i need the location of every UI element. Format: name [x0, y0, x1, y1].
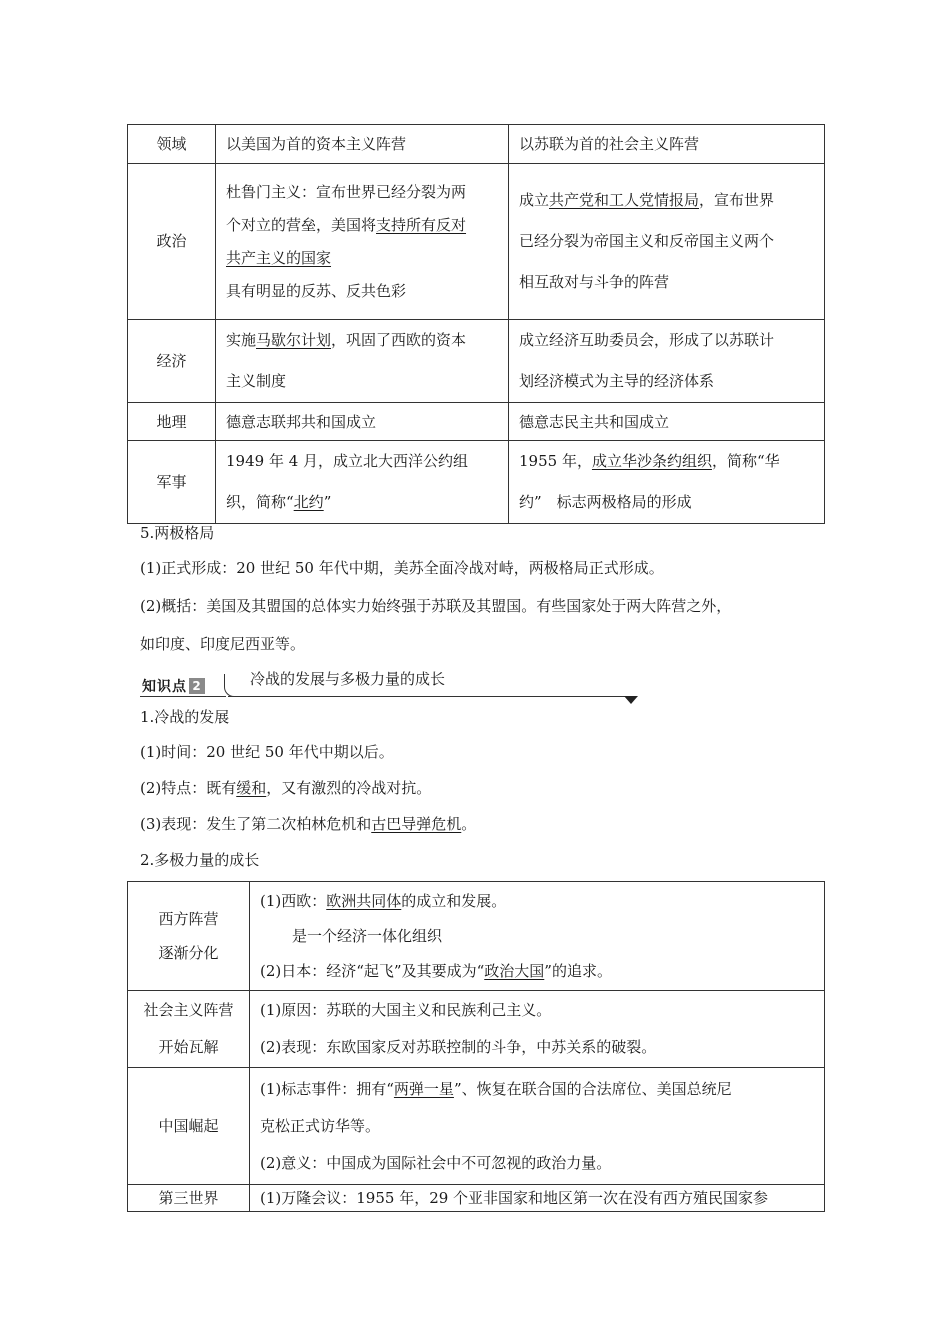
table-row: [128, 1185, 825, 1212]
section-heading-cold-war: 1.冷战的发展: [140, 708, 230, 726]
divider: [228, 696, 630, 697]
row-title-china-rise: 中国崛起: [128, 1068, 250, 1185]
paragraph: (2)概括：美国及其盟国的总体实力始终强于苏联及其盟国。有些国家处于两大阵营之外，: [140, 597, 732, 615]
us-economy-cell: 实施马歇尔计划，巩固了西欧的资本 主义制度: [216, 320, 509, 403]
ussr-geography-cell: 德意志民主共和国成立: [509, 403, 825, 441]
row-title-third-world: 第三世界: [128, 1185, 250, 1212]
multipolar-table: [127, 881, 825, 1212]
us-military-cell: 1949 年 4 月，成立北大西洋公约组 织，简称“北约”: [216, 441, 509, 524]
ussr-economy-cell: 成立经济互助委员会，形成了以苏联计 划经济模式为主导的经济体系: [509, 320, 825, 403]
paragraph: (3)表现：发生了第二次柏林危机和古巴导弹危机。: [140, 815, 477, 833]
table-row: [128, 441, 825, 524]
table-row: [128, 164, 825, 320]
table-row: [128, 320, 825, 403]
header-us-camp: 以美国为首的资本主义阵营: [216, 125, 509, 164]
paragraph: (1)时间：20 世纪 50 年代中期以后。: [140, 743, 394, 761]
table-row: [128, 882, 825, 991]
header-ussr-camp: 以苏联为首的社会主义阵营: [509, 125, 825, 164]
western-camp-cell: (1)西欧：欧洲共同体的成立和发展。 是一个经济一体化组织 (2)日本：经济“起飞”及其要成为“政治大国”的追求。: [250, 882, 825, 991]
us-politics-cell: 杜鲁门主义：宣布世界已经分裂为两 个对立的营垒，美国将支持所有反对 共产主义的国家 具有明显的反苏、反共色彩: [216, 164, 509, 320]
camp-comparison-table: [127, 124, 825, 524]
socialist-camp-cell: (1)原因：苏联的大国主义和民族利己主义。 (2)表现：东欧国家反对苏联控制的斗争，中苏关系的破裂。: [250, 991, 825, 1068]
table-row: [128, 403, 825, 441]
knowledge-point-number: 2: [189, 678, 205, 694]
row-title-western-camp: 西方阵营 逐渐分化: [128, 882, 250, 991]
us-geography-cell: 德意志联邦共和国成立: [216, 403, 509, 441]
divider-curve: [224, 674, 235, 697]
section-heading-bipolar: 5.两极格局: [140, 524, 215, 542]
knowledge-point-title: 冷战的发展与多极力量的成长: [250, 670, 446, 688]
knowledge-point-header: [140, 668, 638, 704]
ussr-military-cell: 1955 年，成立华沙条约组织，简称“华 约” 标志两极格局的形成: [509, 441, 825, 524]
table-row: [128, 125, 825, 164]
field-geography: 地理: [128, 403, 216, 441]
paragraph: (2)特点：既有缓和，又有激烈的冷战对抗。: [140, 779, 432, 797]
triangle-marker-icon: [624, 696, 638, 704]
ussr-politics-cell: 成立共产党和工人党情报局，宣布世界 已经分裂为帝国主义和反帝国主义两个 相互敌对与斗争的阵营: [509, 164, 825, 320]
divider: [140, 696, 226, 697]
table-row: [128, 1068, 825, 1185]
paragraph: 如印度、印度尼西亚等。: [140, 635, 306, 653]
header-field: 领域: [128, 125, 216, 164]
field-politics: 政治: [128, 164, 216, 320]
knowledge-point-label: 知识点 2: [142, 676, 205, 696]
row-title-socialist-camp: 社会主义阵营 开始瓦解: [128, 991, 250, 1068]
china-rise-cell: (1)标志事件：拥有“两弹一星”、恢复在联合国的合法席位、美国总统尼 克松正式访华等。 (2)意义：中国成为国际社会中不可忽视的政治力量。: [250, 1068, 825, 1185]
third-world-cell: (1)万隆会议：1955 年，29 个亚非国家和地区第一次在没有西方殖民国家参: [250, 1185, 825, 1212]
field-economy: 经济: [128, 320, 216, 403]
section-heading-multipolar: 2.多极力量的成长: [140, 851, 260, 869]
paragraph: (1)正式形成：20 世纪 50 年代中期，美苏全面冷战对峙，两极格局正式形成。: [140, 559, 664, 577]
field-military: 军事: [128, 441, 216, 524]
table-row: [128, 991, 825, 1068]
